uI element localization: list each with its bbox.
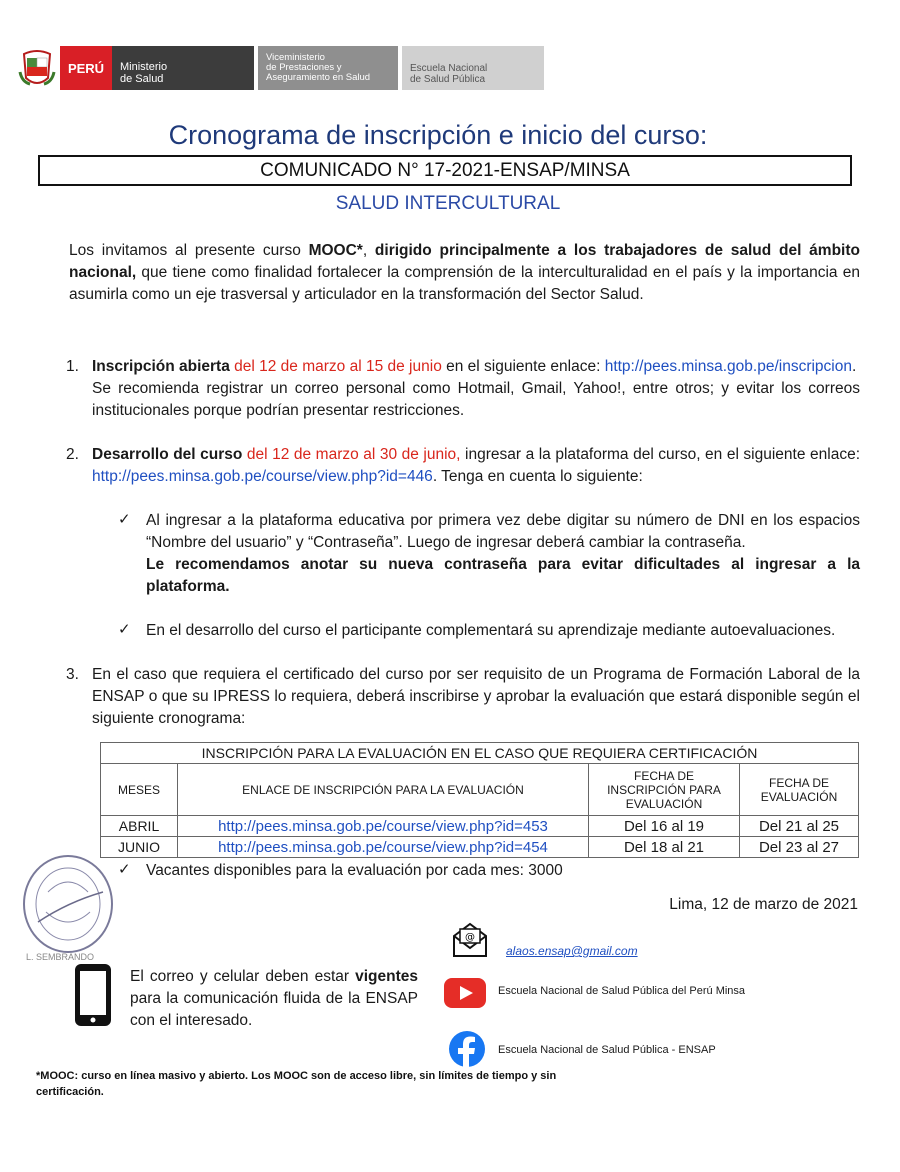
peru-coat-of-arms-icon [18, 48, 56, 90]
escuela-logo: Escuela Nacional de Salud Pública [402, 46, 544, 90]
email-icon [450, 922, 490, 958]
table-header: FECHA DE INSCRIPCIÓN PARA EVALUACIÓN [589, 764, 740, 816]
peru-logo: PERÚ [60, 46, 112, 90]
facebook-page-label[interactable]: Escuela Nacional de Salud Pública - ENSAP [498, 1044, 716, 1056]
ministerio-logo: Ministerio de Salud [112, 46, 254, 90]
table-cell-month: JUNIO [101, 837, 178, 858]
bullet-2-text: En el desarrollo del curso el participante complementará su aprendizaje mediante autoevaluaciones. [146, 622, 836, 639]
svg-text:@: @ [465, 932, 475, 943]
bullet-1-text: Al ingresar a la plataforma educativa por primera vez debe digitar su número de DNI en los espacios “Nombre del usuario” y “Contraseña”. Luego de ingresar deberá cambiar la contraseña. Le recomendamos anotar su nueva contraseña para evitar dificultades al ingresar a la plataforma. [146, 512, 860, 595]
comunicado-box: COMUNICADO N° 17-2021-ENSAP/MINSA [38, 155, 852, 186]
check-icon: ✓ [118, 621, 131, 638]
table-cell-link[interactable]: http://pees.minsa.gob.pe/course/view.php?id=453 [178, 816, 589, 837]
table-header: MESES [101, 764, 178, 816]
item-2-text: Desarrollo del curso del 12 de marzo al 30 de junio, ingresar a la plataforma del curso, en el siguiente enlace: http://pees.minsa.gob.pe/course/view.php?id=446. Tenga en cuenta lo siguiente: [92, 446, 860, 485]
stamp-label: L. SEMBRANDO [26, 952, 95, 962]
youtube-icon[interactable] [444, 978, 486, 1008]
email-link[interactable]: alaos.ensap@gmail.com [506, 944, 638, 958]
course-subtitle: SALUD INTERCULTURAL [335, 193, 561, 214]
check-icon: ✓ [118, 861, 131, 878]
vacantes-text: Vacantes disponibles para la evaluación por cada mes: 3000 [146, 862, 563, 879]
table-cell-inscription-date: Del 16 al 19 [589, 816, 740, 837]
intro-paragraph: Los invitamos al presente curso MOOC*, dirigido principalmente a los trabajadores de salud del ámbito nacional, que tiene como finalidad fortalecer la comprensión de la interculturalidad en el país y la importancia en asumirla como un eje trasversal y articulador en la transformación del Sector Salud. [69, 242, 860, 303]
page-title: Cronograma de inscripción e inicio del curso: [168, 120, 708, 150]
table-cell-month: ABRIL [101, 816, 178, 837]
contact-note: El correo y celular deben estar vigentes para la comunicación fluida de la ENSAP con el interesado. [130, 968, 418, 1029]
table-cell-evaluation-date: Del 23 al 27 [740, 837, 859, 858]
check-icon: ✓ [118, 511, 131, 528]
table-cell-link[interactable]: http://pees.minsa.gob.pe/course/view.php?id=454 [178, 837, 589, 858]
item-1-text: Inscripción abierta del 12 de marzo al 15 de junio en el siguiente enlace: http://pees.minsa.gob.pe/inscripcion. Se recomienda registrar un correo personal como Hotmail, Gmail, Yahoo!, entre otros; y evitar los correos institucionales porque podrían presentar restricciones. [92, 358, 860, 419]
table-caption: INSCRIPCIÓN PARA LA EVALUACIÓN EN EL CASO QUE REQUIERA CERTIFICACIÓN [101, 743, 859, 764]
table-row [101, 816, 859, 837]
table-header: ENLACE DE INSCRIPCIÓN PARA LA EVALUACIÓN [178, 764, 589, 816]
viceministerio-logo: Viceministerio de Prestaciones y Aseguramiento en Salud [258, 46, 398, 90]
table-row [101, 837, 859, 858]
mobile-phone-icon [72, 962, 114, 1028]
schedule-table [100, 742, 859, 858]
youtube-channel-label[interactable]: Escuela Nacional de Salud Pública del Perú Minsa [498, 985, 746, 997]
table-cell-evaluation-date: Del 21 al 25 [740, 816, 859, 837]
official-stamp-icon [18, 852, 118, 962]
table-header: FECHA DE EVALUACIÓN [740, 764, 859, 816]
mooc-footnote: *MOOC: curso en línea masivo y abierto. Los MOOC son de acceso libre, sin límites de tiempo y sin certificación. [36, 1070, 557, 1098]
item-3-number: 3. [66, 666, 79, 683]
date-text: Lima, 12 de marzo de 2021 [669, 896, 858, 913]
course-link[interactable]: http://pees.minsa.gob.pe/course/view.php?id=446 [92, 468, 433, 485]
table-cell-inscription-date: Del 18 al 21 [589, 837, 740, 858]
item-2-number: 2. [66, 446, 79, 463]
item-1-number: 1. [66, 358, 79, 375]
item-3-text: En el caso que requiera el certificado del curso por ser requisito de un Programa de Formación Laboral de la ENSAP o que su IPRESS lo requiera, deberá inscribirse y aprobar la evaluación que estará disponible según el siguiente cronograma: [92, 666, 860, 727]
inscripcion-link[interactable]: http://pees.minsa.gob.pe/inscripcion [604, 358, 852, 375]
facebook-icon[interactable] [448, 1030, 486, 1068]
